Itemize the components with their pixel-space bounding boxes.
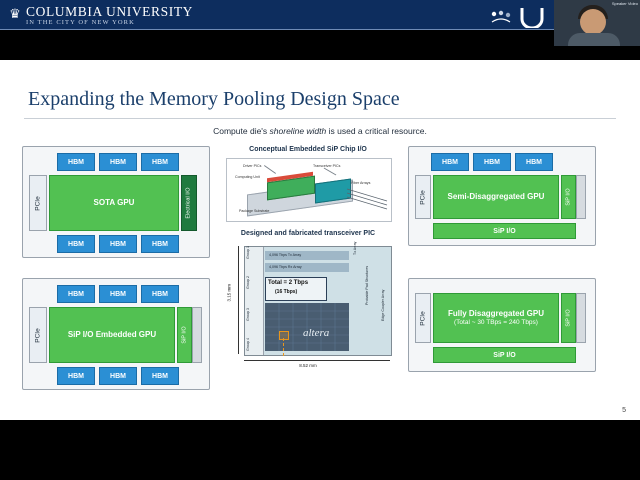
pic-total-line1: Total = 2 Tbps bbox=[268, 280, 309, 286]
sip-io-edge bbox=[177, 307, 192, 363]
pic-height-dimension bbox=[224, 283, 234, 302]
sip-io-edge bbox=[561, 293, 576, 343]
sip-io-label: SiP I/O bbox=[565, 309, 572, 327]
pcie-label: PCIe bbox=[419, 189, 427, 205]
pic-left-column bbox=[245, 247, 264, 355]
hbm-block: HBM bbox=[57, 285, 95, 303]
concept-label-package-substrate: Package Substrate bbox=[239, 209, 270, 213]
university-tagline: IN THE CITY OF NEW YORK bbox=[26, 19, 135, 26]
pic-group-label: Group 3 bbox=[246, 308, 250, 321]
pic-section bbox=[226, 230, 390, 380]
header-rule bbox=[0, 29, 640, 30]
pcie-interface bbox=[29, 175, 47, 231]
pic-group-label: Group 1 bbox=[246, 246, 250, 259]
slide-canvas bbox=[0, 60, 640, 420]
slide-subtitle bbox=[0, 126, 640, 136]
gpu-label: Semi-Disaggregated GPU bbox=[447, 192, 545, 201]
organization-logo-icon bbox=[516, 6, 548, 28]
university-name: COLUMBIA UNIVERSITY bbox=[26, 4, 194, 19]
hbm-block: HBM bbox=[141, 235, 179, 253]
panel-sota-gpu bbox=[22, 146, 210, 258]
hbm-block: HBM bbox=[141, 285, 179, 303]
substrate-edge bbox=[576, 175, 586, 219]
hbm-block: HBM bbox=[99, 367, 137, 385]
vendor-logo: altera bbox=[303, 327, 330, 339]
webcam-name-label: Speaker Video bbox=[611, 1, 638, 6]
panel-sip-embedded-gpu bbox=[22, 278, 210, 390]
substrate-edge bbox=[192, 307, 202, 363]
pic-array-label: 4,096 Tbps Rx Array bbox=[269, 265, 302, 269]
pic-width-rule bbox=[244, 360, 390, 361]
leader-line bbox=[324, 168, 337, 176]
subtitle-emphasis: shoreline width bbox=[269, 126, 327, 136]
sip-io-edge bbox=[561, 175, 576, 219]
pic-caption: Designed and fabricated transceiver PIC bbox=[240, 230, 376, 237]
pcie-label: PCIe bbox=[34, 327, 42, 343]
concept-caption: Conceptual Embedded SiP Chip I/O bbox=[249, 146, 367, 153]
subtitle-suffix: is used a critical resource. bbox=[326, 126, 427, 136]
pcie-label: PCIe bbox=[419, 310, 427, 326]
substrate-edge bbox=[576, 293, 586, 343]
sip-io-bottom bbox=[433, 347, 576, 363]
panel-fully-disaggregated-gpu bbox=[408, 278, 596, 372]
pic-array-label: 4,096 Tbps Tx Array bbox=[269, 253, 302, 257]
concept-label-fiber-arrays: Fiber Arrays bbox=[351, 181, 371, 185]
subtitle-prefix: Compute die's bbox=[213, 126, 270, 136]
panel-semi-disaggregated-gpu bbox=[408, 146, 596, 246]
pic-right-label: Probable Pad Structures bbox=[365, 265, 369, 305]
concept-label-driver-pics: Driver PICs bbox=[243, 164, 262, 168]
sip-io-label: SiP I/O bbox=[181, 326, 188, 344]
pic-right-label: Edge Coupler Array bbox=[381, 289, 385, 321]
gpu-die bbox=[433, 293, 559, 343]
speaker-webcam[interactable] bbox=[554, 0, 640, 46]
concept-label-transceiver-pics: Transceiver PICs bbox=[313, 164, 341, 168]
gpu-die bbox=[433, 175, 559, 219]
gpu-sublabel: (Total ~ 30 TBps = 240 Tbps) bbox=[454, 318, 538, 326]
page-title: Expanding the Memory Pooling Design Space bbox=[28, 88, 400, 110]
pic-height-rule bbox=[238, 246, 239, 354]
title-divider bbox=[24, 118, 616, 119]
gpu-die bbox=[49, 307, 175, 363]
pic-group-label: Group 4 bbox=[246, 338, 250, 351]
pcie-interface bbox=[415, 175, 431, 219]
pic-highlight-guide bbox=[283, 338, 284, 356]
pic-group-label: Group 2 bbox=[246, 276, 250, 289]
pcie-label: PCIe bbox=[34, 195, 42, 211]
pic-photo bbox=[244, 241, 392, 356]
page-number: 5 bbox=[622, 407, 626, 414]
sip-io-bottom bbox=[433, 223, 576, 239]
hbm-block: HBM bbox=[57, 153, 95, 171]
gpu-label: SOTA GPU bbox=[93, 198, 135, 207]
gpu-label: Fully Disaggregated GPU bbox=[447, 308, 545, 318]
fiber-array-lines bbox=[345, 185, 389, 211]
pcie-interface bbox=[415, 293, 431, 343]
webcam-face bbox=[580, 9, 606, 35]
hbm-block: HBM bbox=[99, 153, 137, 171]
hbm-block: HBM bbox=[99, 235, 137, 253]
hbm-block: HBM bbox=[57, 235, 95, 253]
hbm-block: HBM bbox=[57, 367, 95, 385]
leader-line bbox=[264, 165, 276, 174]
hbm-block: HBM bbox=[141, 153, 179, 171]
webcam-body bbox=[568, 33, 620, 46]
sip-io-bottom-label: SiP I/O bbox=[493, 227, 516, 235]
gpu-label: SiP I/O Embedded GPU bbox=[67, 330, 157, 339]
electrical-io-edge bbox=[181, 175, 197, 231]
pic-height-value: 3.15 mm bbox=[226, 283, 232, 302]
sip-io-bottom-label: SiP I/O bbox=[493, 351, 516, 359]
hbm-block: HBM bbox=[431, 153, 469, 171]
pic-width-dimension: 8.52 mm bbox=[299, 363, 317, 368]
pic-total-value2: (16 Tbps) bbox=[275, 289, 298, 295]
electrical-io-label: Electrical I/O bbox=[186, 187, 192, 219]
hbm-block: HBM bbox=[515, 153, 553, 171]
concept-section bbox=[226, 146, 390, 220]
conference-logo-icon bbox=[490, 10, 512, 26]
concept-label-computing-unit: Computing Unit bbox=[235, 175, 260, 179]
pic-highlight-box bbox=[279, 331, 289, 340]
concept-diagram bbox=[226, 158, 392, 222]
pic-right-label: Tx Array bbox=[353, 241, 357, 255]
hbm-block: HBM bbox=[141, 367, 179, 385]
hbm-block: HBM bbox=[473, 153, 511, 171]
gpu-die bbox=[49, 175, 179, 231]
pcie-interface bbox=[29, 307, 47, 363]
sip-io-label: SiP I/O bbox=[565, 188, 572, 206]
crown-icon: ♛ bbox=[9, 6, 21, 21]
pic-total-line2 bbox=[275, 289, 297, 295]
hbm-block: HBM bbox=[99, 285, 137, 303]
